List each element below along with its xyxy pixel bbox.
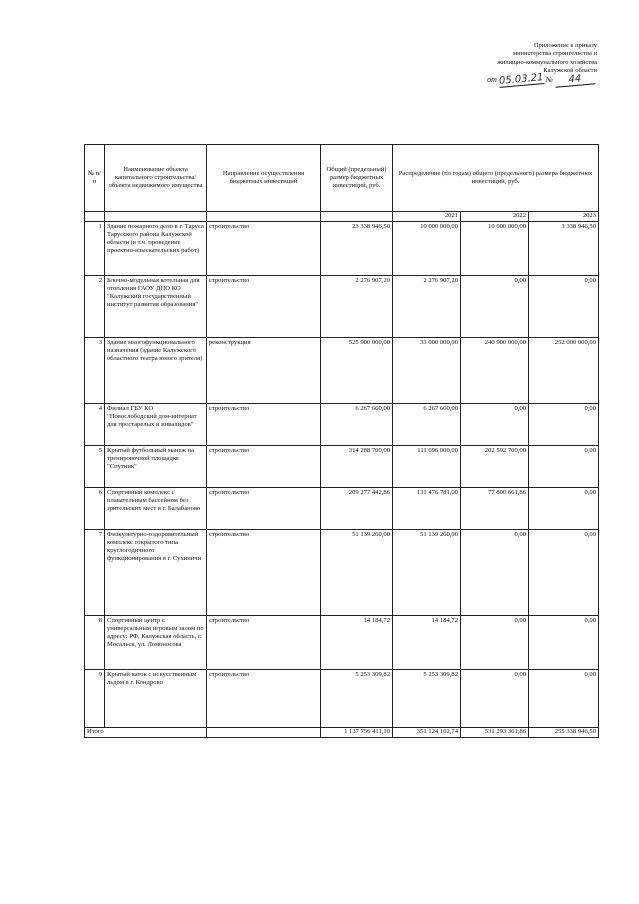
table-header-row [85,145,599,212]
table-row [85,616,599,670]
amount-2022: 0,00 [461,276,529,338]
total-amount: 2 276 907,20 [321,276,393,338]
table-row [85,446,599,488]
year-2021: 2021 [393,212,461,222]
row-number: 2 [85,276,105,338]
total-amount: 23 338 946,50 [321,222,393,276]
total-amount: 5 253 309,82 [321,670,393,728]
amount-2023: 0,00 [529,670,599,728]
total-row [85,728,599,738]
amount-2021: 33 000 000,00 [393,338,461,404]
total-2021: 351 124 102,74 [393,728,461,738]
table-row [85,488,599,530]
total-amount: 51 139 260,00 [321,530,393,616]
header-line: министерства строительства и [512,50,597,58]
amount-2021: 111 696 000,00 [393,446,461,488]
amount-2023: 0,00 [529,488,599,530]
amount-2021: 14 184,72 [393,616,461,670]
row-number: 5 [85,446,105,488]
total-amount: 314 288 700,00 [321,446,393,488]
object-name: Физкультурно-оздоровительный комплекс открытого типа круглогодичного функционирования в г. Сухиничи [105,530,207,616]
amount-2022: 0,00 [461,670,529,728]
table-year-row [85,212,599,222]
object-name: Спортивный комплекс с плавательным бассейном без зрительских мест в г. Балабаново [105,488,207,530]
object-name: Крытый каток с искусственным льдом в г. Кондрово [105,670,207,728]
direction: реконструкция [207,338,321,404]
direction: строительство [207,404,321,446]
direction: строительство [207,276,321,338]
total-amount: 14 184,72 [321,616,393,670]
amount-2022: 77 800 661,86 [461,488,529,530]
total-amount: 6 267 660,00 [321,404,393,446]
handwritten-number: 44 [555,72,596,87]
amount-2023: 0,00 [529,276,599,338]
amount-2023: 0,00 [529,404,599,446]
header-num: № п/п [85,145,105,212]
amount-2021: 6 267 660,00 [393,404,461,446]
object-name: Здание пожарного депо в г. Таруса Тарусского района Калужской области (в т.ч. проведение проектно-изыскательских работ) [105,222,207,276]
amount-2022: 202 592 700,00 [461,446,529,488]
order-date-number [487,74,595,86]
direction: строительство [207,670,321,728]
object-name: Здание многофункционального назначения (здание Калужского областного театра юного зрителя) [105,338,207,404]
row-number: 8 [85,616,105,670]
grand-total: 1 137 756 411,10 [321,728,393,738]
amount-2021: 5 253 309,82 [393,670,461,728]
direction: строительство [207,446,321,488]
header-line: Калужской области [543,67,597,75]
object-name: Филиал ГБУ КО "Новослободский дом-интернат для престарелых и инвалидов" [105,404,207,446]
order-appendix-header [437,42,597,76]
header-line: Приложение к приказу [533,42,597,49]
table-row [85,338,599,404]
direction: строительство [207,222,321,276]
table-row [85,222,599,276]
header-distribution: Распределение (по годам) общего (предельного) размера бюджетных инвестиций, руб. [393,145,599,212]
table-row [85,530,599,616]
amount-2022: 10 000 000,00 [461,222,529,276]
amount-2023: 0,00 [529,530,599,616]
blank-cell [207,212,321,222]
blank-cell [207,728,321,738]
row-number: 6 [85,488,105,530]
amount-2022: 0,00 [461,404,529,446]
date-prefix: от [487,75,497,84]
budget-investment-table [84,144,599,738]
direction: строительство [207,616,321,670]
blank-cell [321,212,393,222]
amount-2023: 252 000 000,00 [529,338,599,404]
direction: строительство [207,488,321,530]
amount-2023: 3 338 946,50 [529,222,599,276]
header-line: жилищно-коммунального хозяйства [497,58,597,66]
total-amount: 525 900 000,00 [321,338,393,404]
table-row [85,276,599,338]
object-name: Блочно-модульная котельная для отопления ГАОУ ДПО КО "Калужский государственный институт развития образования" [105,276,207,338]
amount-2021: 51 139 260,00 [393,530,461,616]
row-number: 9 [85,670,105,728]
number-prefix: № [545,75,553,84]
object-name: Спортивный центр с универсальным игровым залом по адресу: РФ, Калужская область, г. Мосальск, ул. Ломоносова [105,616,207,670]
blank-cell [105,212,207,222]
amount-2021: 131 476 781,00 [393,488,461,530]
row-number: 3 [85,338,105,404]
amount-2021: 10 000 000,00 [393,222,461,276]
amount-2023: 0,00 [529,446,599,488]
header-total: Общий (предельный) размер бюджетных инвестиций, руб. [321,145,393,212]
amount-2022: 0,00 [461,530,529,616]
header-direction: Направление осуществления бюджетных инвестиций [207,145,321,212]
header-object-name: Наименование объекта капитального строительства/объекта недвижимого имущества [105,145,207,212]
total-2023: 255 338 946,50 [529,728,599,738]
row-number: 4 [85,404,105,446]
object-name: Крытый футбольный манеж на тренировочной площадке "Спутник" [105,446,207,488]
total-label: Итого [85,728,207,738]
row-number: 7 [85,530,105,616]
total-amount: 209 277 442,86 [321,488,393,530]
year-2022: 2022 [461,212,529,222]
blank-cell [85,212,105,222]
amount-2023: 0,00 [529,616,599,670]
year-2023: 2023 [529,212,599,222]
handwritten-date: 05.03.21 [498,72,544,87]
amount-2022: 240 900 000,00 [461,338,529,404]
table-row [85,404,599,446]
direction: строительство [207,530,321,616]
table-row [85,670,599,728]
amount-2021: 2 276 907,20 [393,276,461,338]
row-number: 1 [85,222,105,276]
amount-2022: 0,00 [461,616,529,670]
total-2022: 531 293 361,86 [461,728,529,738]
